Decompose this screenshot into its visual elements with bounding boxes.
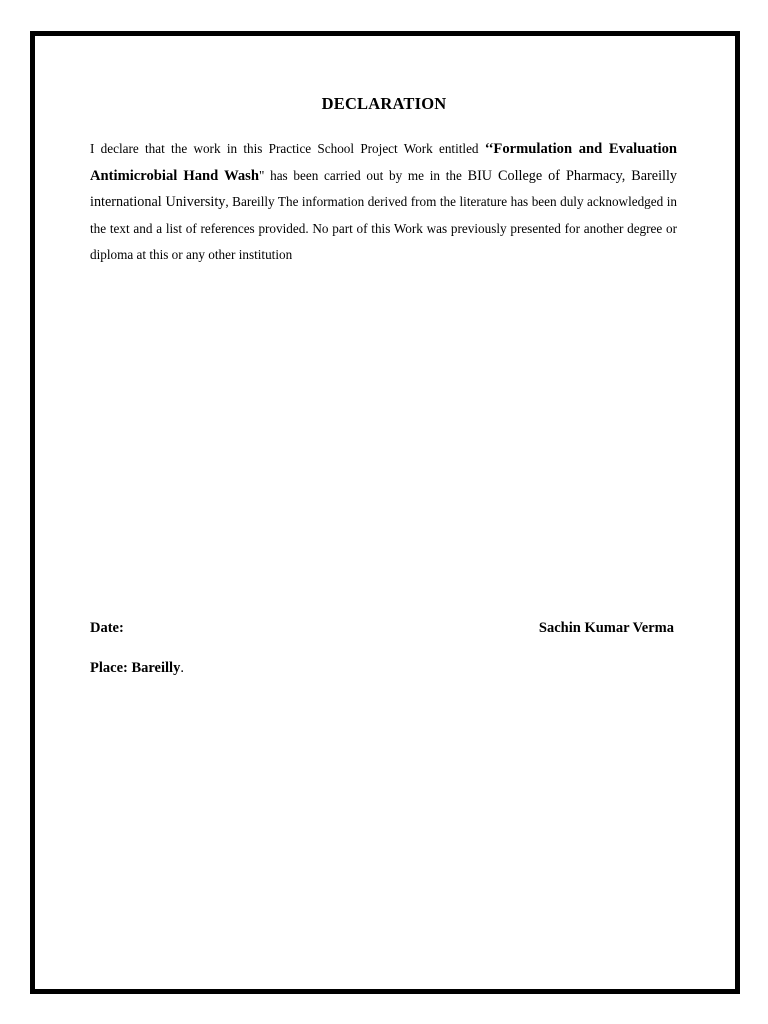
paragraph-intro-text: I declare that the work in this Practice School Project Work entitled (90, 141, 485, 156)
place-label: Place: Bareilly (90, 660, 181, 676)
place-line (90, 660, 184, 677)
page-title: DECLARATION (321, 94, 447, 113)
signatory-name: Sachin Kumar Verma (538, 620, 674, 636)
college-name: BIU College of Pharmacy, Bareilly international University (90, 167, 677, 210)
paragraph-closing-text: , Bareilly The information derived from the literature has been duly acknowledged in the text and a list of references provided. No part of this Work was previously presented for another degree or diploma at this or any other institution (90, 194, 677, 262)
place-suffix: . (180, 660, 184, 676)
paragraph-middle-text: " has been carried out by me in the (258, 167, 468, 183)
project-title: ‘‘Formulation and Evaluation Antimicrobial Hand Wash (90, 141, 677, 184)
declaration-paragraph (90, 136, 677, 269)
date-label: Date: (90, 620, 124, 636)
